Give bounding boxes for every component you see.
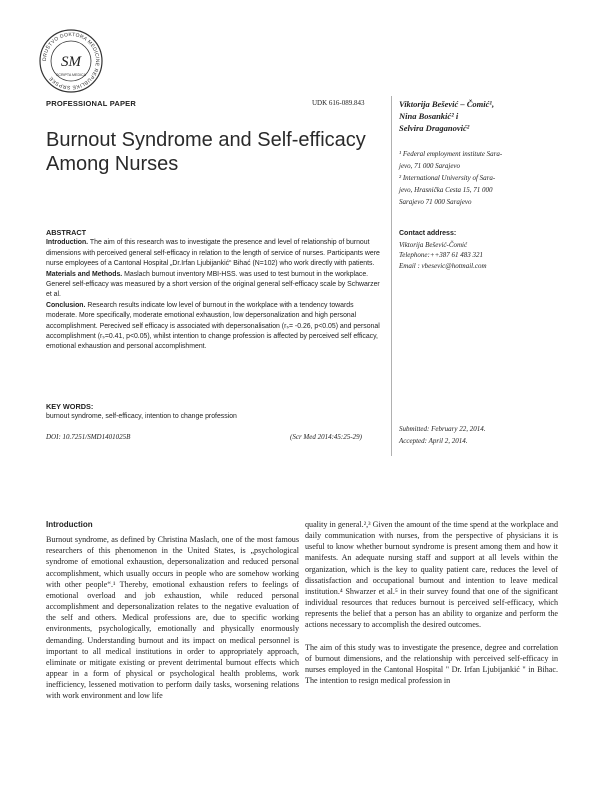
journal-logo xyxy=(38,28,104,94)
article-title: Burnout Syndrome and Self-efficacy Among Nurses xyxy=(46,129,366,175)
doi[interactable]: DOI: 10.7251/SMD1401025B xyxy=(46,433,131,441)
column-divider xyxy=(391,96,392,456)
submission-dates xyxy=(399,423,559,447)
author-3: Selvira Draganović² xyxy=(399,123,470,133)
abstract-conclusion-label: Conclusion. xyxy=(46,301,86,309)
contact-address xyxy=(399,229,559,271)
abstract-intro-label: Introduction. xyxy=(46,239,89,247)
body-paragraph: Burnout syndrome, as defined by Christina Maslach, one of the most famous researchers of this phenomenon in the United States, is „psychological syndrome of emotional exhaustion, depersonalization and reduced personal accomplishment, which usually occurs in people who are somehow working with other people“.¹ Thereby, emotional exhaustion refers to feelings of emotional overload and job exhaustion, while reduced personal accomplishment and depersonalization relates to the negative evaluation of the self and others. Medical professions are, due to specific working environments, psychologically, emotionally and physically enormously demanding. Understanding burnout and its impact on medical personnel is important to all medical institutions in order to appropriately approach, eliminate or mitigate existing or prevent detrimental burnout effects which appear in a form of physical or psychological health problems, work inefficiency, lessened motivation to perform daily tasks, worsening relations with work environment and low life xyxy=(46,535,299,701)
abstract-intro-text: The aim of this research was to investigate the presence and level of relationship of burnout dimensions with perceived general self-efficacy in relation to the length of service of nurses. Participants were nurse employees of a Cantonal Hospital „Dr.Irfan Ljubijankić“ Bihać (N=102) who work directly with patients. xyxy=(46,239,380,268)
accepted-date: Accepted: April 2, 2014. xyxy=(399,437,468,445)
paper-type-label: PROFESSIONAL PAPER xyxy=(46,99,137,108)
affiliation-line: ¹ Federal employment institute Sara- xyxy=(399,150,503,158)
keywords-heading: KEY WORDS: xyxy=(46,402,94,411)
abstract-methods-label: Materials and Methods. xyxy=(46,270,123,278)
affiliation-line: jevo, Hrasnička Cesta 15, 71 000 xyxy=(399,186,493,194)
abstract-methods-text: Maslach burnout inventory MBI-HSS. was used to test burnout in the workplace. Generel self-efficacy was measured by a short version of the original general self-efficacy scale by Schwarzer et al. xyxy=(46,270,380,299)
logo-ring-text: DRUŠTVO DOKTORA MEDICINE REPUBLIKE SRPSKE xyxy=(41,31,101,91)
body-paragraph: The aim of this study was to investigate the presence, degree and correlation of burnout dimensions, and the relationship with perceived self-efficacy in nurses employed in the Cantonal Hospital " Dr. Irfan Ljubijankić " in Bihac. The intention to resign medical profession in xyxy=(305,642,558,686)
contact-email[interactable]: Email : vbesevic@hotmail.com xyxy=(399,261,487,270)
abstract-conclusion-text: Research results indicate low level of burnout in the workplace with a tendency towards moderate. More specifically, moderate emotional exhaustion, low depersonalization and high personal accomplishment. Perecived self efficacy is associated with depersonalisation (rₛ= -0.26, p<0.05) and personal accomplishment (rₛ=0.41, p<0.05), whilst intention to change profession is affected by perceived self efficacy, emotional exhaustion and personal accomplishment. xyxy=(46,301,380,351)
udk-code: UDK 616-089.843 xyxy=(312,99,365,107)
keywords-text: burnout syndrome, self-efficacy, intention to change profession xyxy=(46,413,237,421)
body-paragraph: quality in general.²,³ Given the amount of the time spend at the workplace and daily communication with nurses, from the perspective of physicians it is useful to know whether burnout syndrome is present among them and how it manifests. An adequate nursing staff and support at all levels within the organization, which is the key to quality patient care, reduces the level of dissatisfaction and occupational burnout and intention to leave medical institution.⁴ Shwarzer et al.⁵ in their survey found that one of the significant individual resources that reduces burnout is perceived self-efficacy, which represents the belief that a person has an ability to organize and perform the actions necessary to accomplish the desired outcomes. xyxy=(305,520,558,630)
body-column-left xyxy=(46,519,299,702)
affiliation-line: jevo, 71 000 Sarajevo xyxy=(399,162,461,170)
author-list xyxy=(399,98,559,134)
author-1: Viktorija Bešević – Čomić¹, xyxy=(399,99,495,109)
logo-monogram: SM xyxy=(61,54,81,70)
introduction-heading: Introduction xyxy=(46,520,93,529)
body-column-right xyxy=(305,519,558,686)
contact-name: Viktorija Bešević-Čomić xyxy=(399,240,468,249)
affiliations xyxy=(399,148,559,208)
abstract xyxy=(46,228,384,353)
contact-heading: Contact address: xyxy=(399,230,457,237)
abstract-methods xyxy=(46,270,384,301)
affiliation-line: ² International University of Sara- xyxy=(399,174,496,182)
contact-phone: Telephone:++387 61 483 321 xyxy=(399,251,484,259)
author-2: Nina Bosankić² i xyxy=(399,111,459,121)
submitted-date: Submitted: February 22, 2014. xyxy=(399,425,486,433)
abstract-heading: ABSTRACT xyxy=(46,228,87,237)
abstract-introduction xyxy=(46,238,384,269)
citation: (Scr Med 2014:45:25-29) xyxy=(290,433,362,441)
keywords xyxy=(46,402,384,423)
affiliation-line: Sarajevo 71 000 Sarajevo xyxy=(399,198,472,206)
paragraph-gap xyxy=(305,631,558,642)
logo-bottom-text: SCRIPTA MEDICA xyxy=(55,73,87,77)
abstract-conclusion xyxy=(46,301,384,353)
